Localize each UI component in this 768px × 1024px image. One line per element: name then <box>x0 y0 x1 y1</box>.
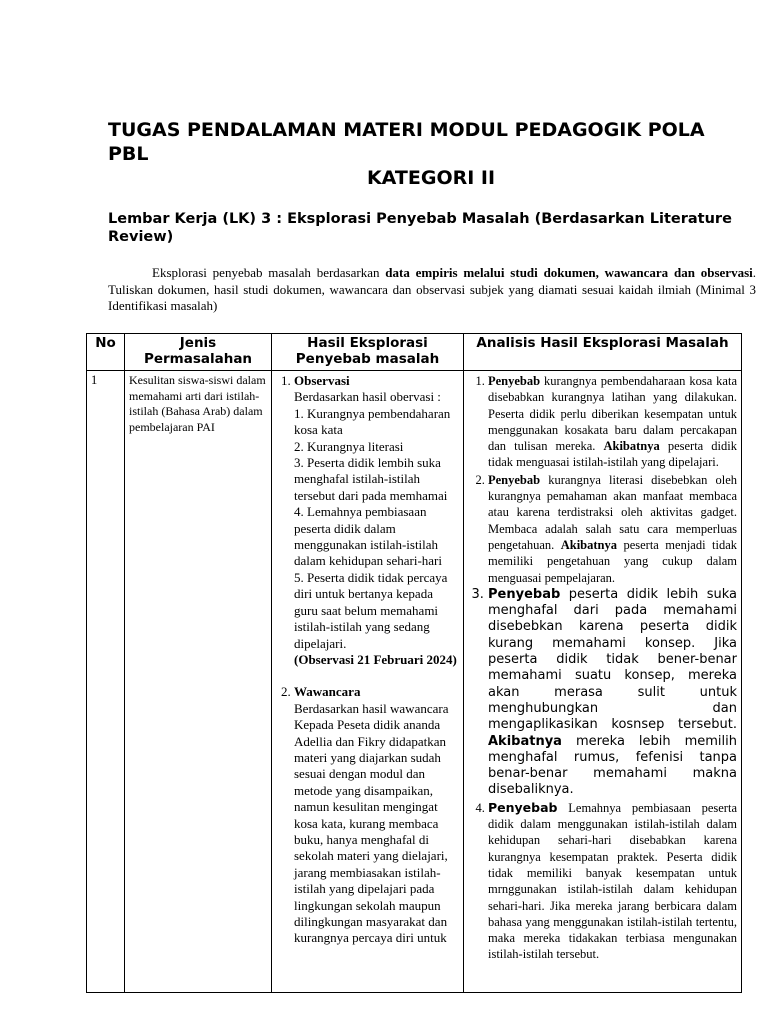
header-hasil: Hasil Eksplorasi Penyebab masalah <box>272 334 464 371</box>
table-row <box>87 371 742 993</box>
analysis-text: peserta menjadi tidak memiliki pengetahuan yang cukup dalam menguasai pempelajaran. <box>488 537 737 585</box>
row-number: 1 <box>87 371 125 993</box>
intro-bold: data empiris melalui studi dokumen, wawancara dan observasi <box>385 265 753 280</box>
analysis-text: kurangnya pembendaharaan kosa kata disebabkan kurangnya latihan yang dilakukan. Peserta didik perlu diberikan kesempatan untuk menggunakan kosakata baru dalam percakapan dan tulisan mereka. <box>488 374 737 454</box>
analysis-text: Lemahnya pembiasaan peserta didik dalam menggunakan istilah-istilah dalam kehidupan sehari-hari disebabkan karena kurangnya kesempatan praktek. Peserta didik tidak memiliki banyak kesempatan untuk mrnggunakan istilah-istilah dalam kehidupan sehari-hari. Jika mereka jarang berbicara dalam bahasa yang menggunakan istilah-istilah tertentu, maka mereka tidakakan terbiasa mengunakan istilah-istilah tersebut. <box>488 800 737 962</box>
analysis-text: mereka lebih memilih menghafal rumus, fefenisi tanpa benar-benar memahami makna disebaliknya. <box>488 733 737 798</box>
observation-line: 5. Peserta didik tidak percaya diri untuk bertanya kepada guru saat belum memahami istilah-istilah yang sedang dipelajari. <box>294 569 448 651</box>
analysis-lead: Penyebab <box>488 586 561 602</box>
analysis-text: peserta didik tidak menguasai istilah-istilah yang dipelajari. <box>488 439 737 470</box>
analysis-item <box>488 373 737 471</box>
interview-section <box>294 684 459 947</box>
analysis-lead: Penyebab <box>488 799 558 815</box>
exploration-results <box>272 371 464 993</box>
interview-text: Berdasarkan hasil wawancara Kepada Peseta didik ananda Adellia dan Fikry didapatkan materi yang diajarkan sudah sesuai dengan modul dan metode yang disampaikan, namun kesulitan mengingat kosa kata, kurang membaca buku, hanya menghafal di sekolah materi yang dielajari, jarang membiasakan istilah-istilah yang dipelajari pada lingkungan sekolah maupun dilingkungan masyarakat dan kurangnya percaya diri untuk <box>294 700 449 946</box>
observation-line: 1. Kurangnya pembendaharan kosa kata <box>294 405 451 438</box>
problem-type: Kesulitan siswa-siswi dalam memahami arti dari istilah-istilah (Bahasa Arab) dalam pembelajaran PAI <box>125 371 272 993</box>
analysis-effect: Akibatnya <box>603 439 660 454</box>
observation-line: 3. Peserta didik lembih suka menghafal istilah-istilah tersebut dari pada memhamai <box>294 455 448 503</box>
analysis-text: peserta didik lebih suka menghafal dari pada memahami disebebkan karena peserta didik kurang memahami konsep. Jika peserta didik tidak bener-benar memahami suatu konsep, mereka akan merasa sulit untuk menghubungkan dan mengaplikasikan kosnsep tersebut. <box>488 586 737 733</box>
analysis-effect: Akibatnya <box>488 733 562 749</box>
intro-text-2: . Tuliskan dokumen, hasil studi dokumen, wawancara dan observasi subjek yang diamati sesuai kaidah ilmiah (Minimal 3 Identifikasi masalah) <box>108 265 756 313</box>
observation-line: 2. Kurangnya literasi <box>294 438 404 454</box>
analysis-item <box>488 587 737 799</box>
interview-title: Wawancara <box>294 684 361 700</box>
observation-section <box>294 373 459 668</box>
table-header-row <box>87 334 742 371</box>
analysis-text: kurangnya literasi disebebkan oleh kurangnya pemahaman akan manfaat membaca atau karena terdistraksi oleh aktivitas gadget. Membaca adalah salah satu cara memperluas pengetahuan. <box>488 472 737 552</box>
header-no: No <box>87 334 125 371</box>
observation-line: 4. Lemahnya pembiasaan peserta didik dalam menggunakan istilah-istilah dalam kehidupan sehari-hari <box>294 504 442 569</box>
analysis-effect: Akibatnya <box>560 537 618 552</box>
category-heading: KATEGORI II <box>366 167 496 189</box>
analysis-item <box>488 800 737 963</box>
analysis-lead: Penyebab <box>488 374 541 388</box>
observation-date: (Observasi 21 Februari 2024) <box>294 651 457 667</box>
observation-line: Berdasarkan hasil obervasi : <box>294 389 441 405</box>
intro-paragraph <box>108 265 756 315</box>
analysis-lead: Penyebab <box>488 472 541 487</box>
analysis-item <box>488 472 737 586</box>
document-title: TUGAS PENDALAMAN MATERI MODUL PEDAGOGIK POLA PBL <box>108 119 705 165</box>
worksheet-subtitle: Lembar Kerja (LK) 3 : Eksplorasi Penyebab Masalah (Berdasarkan Literature Review) <box>108 211 732 245</box>
analysis-results <box>464 371 742 993</box>
header-jenis: Jenis Permasalahan <box>125 334 272 371</box>
header-analisis: Analisis Hasil Eksplorasi Masalah <box>464 334 742 371</box>
intro-text-1: Eksplorasi penyebab masalah berdasarkan <box>152 265 386 280</box>
worksheet-table <box>86 333 742 993</box>
observation-title: Observasi <box>294 373 350 388</box>
